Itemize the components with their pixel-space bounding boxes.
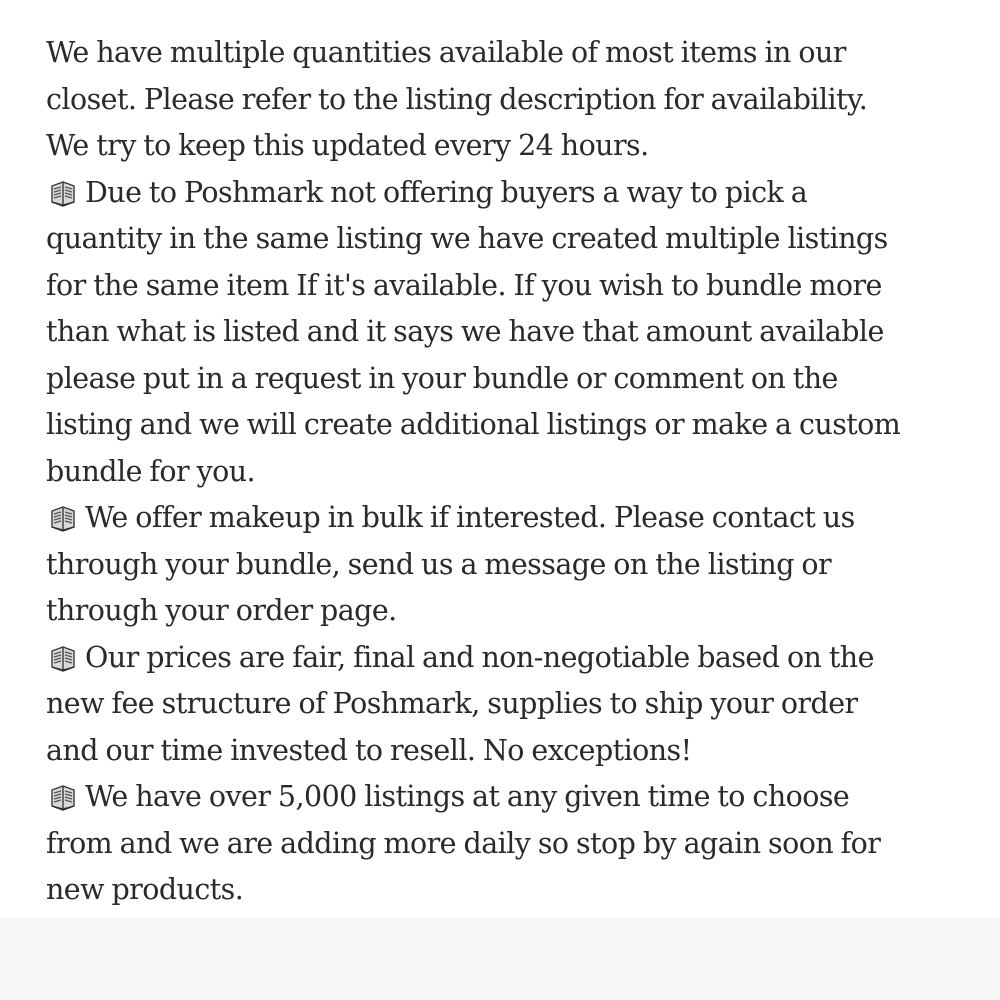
text-line — [46, 774, 976, 821]
book-icon — [48, 502, 78, 532]
text-line: than what is listed and it says we have that amount available — [46, 315, 884, 348]
intro-paragraph — [46, 30, 976, 170]
text-line: quantity in the same listing we have created multiple listings — [46, 222, 888, 255]
book-icon — [48, 177, 78, 207]
text-line: and our time invested to resell. No exceptions! — [46, 733, 692, 767]
bullet-quantity-listings — [46, 170, 976, 496]
text-line: closet. Please refer to the listing description for availability. — [46, 82, 868, 116]
text-line: bundle for you. — [46, 454, 256, 488]
book-icon — [48, 642, 78, 672]
text-line: through your bundle, send us a message on the listing or — [46, 547, 832, 581]
text-line — [46, 495, 976, 542]
text-line: through your order page. — [46, 594, 397, 627]
text-line: We try to keep this updated every 24 hours. — [46, 129, 649, 162]
bullet-pricing — [46, 635, 976, 775]
text-line — [46, 635, 976, 682]
text-line: for the same item If it's available. If you wish to bundle more — [46, 268, 882, 302]
text-line: new fee structure of Poshmark, supplies to ship your order — [46, 687, 858, 720]
bullet-first-line: We offer makeup in bulk if interested. Please contact us — [85, 501, 855, 534]
shop-notice — [46, 30, 976, 914]
text-line: please put in a request in your bundle or comment on the — [46, 361, 838, 395]
text-line: from and we are adding more daily so stop by again soon for — [46, 826, 881, 860]
bullet-first-line: We have over 5,000 listings at any given time to choose — [85, 780, 850, 813]
bullet-first-line: Our prices are fair, final and non-negotiable based on the — [85, 640, 874, 674]
text-line: We have multiple quantities available of most items in our — [46, 36, 846, 69]
text-line: listing and we will create additional listings or make a custom — [46, 408, 901, 441]
bullet-first-line: Due to Poshmark not offering buyers a way to pick a — [85, 175, 808, 209]
bullet-bulk-makeup — [46, 495, 976, 635]
text-line — [46, 170, 976, 217]
bottom-margin-band — [0, 918, 1000, 1000]
text-line: new products. — [46, 873, 244, 906]
book-icon — [48, 781, 78, 811]
bullet-listing-count — [46, 774, 976, 914]
